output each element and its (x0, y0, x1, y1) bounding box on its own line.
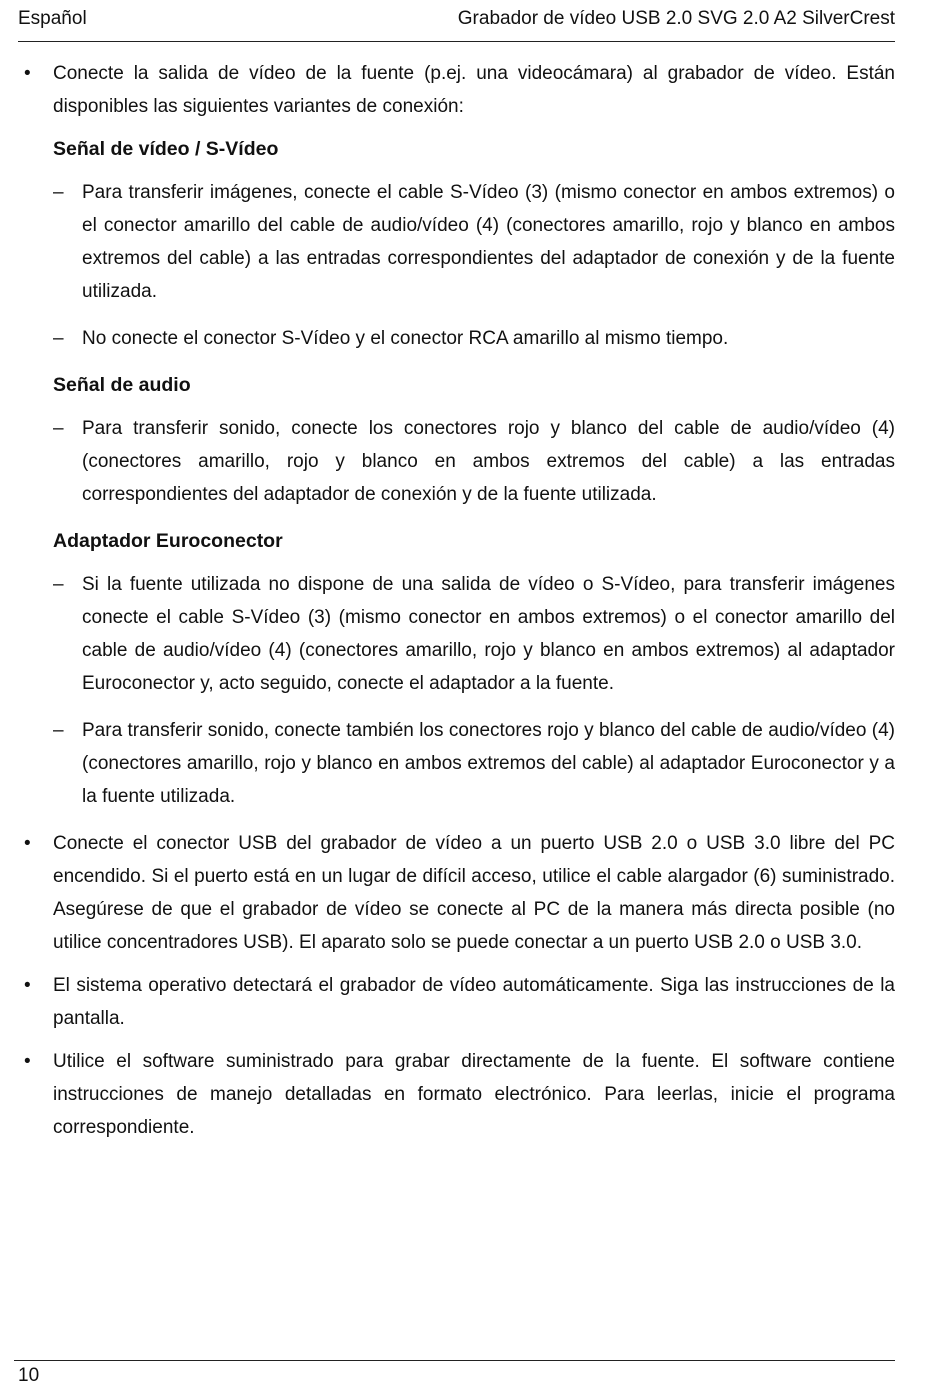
page-content (18, 57, 895, 1154)
bullet-marker: • (24, 975, 31, 996)
list-item-text: Para transferir imágenes, conecte el cable S-Vídeo (3) (mismo conector en ambos extremos) o el conector amarillo del cable de audio/vídeo (4) (conectores amarillo, rojo y blanco en ambos extremos del cable) a las entradas correspondientes del adaptador de conexión y de la fuente utilizada. (82, 182, 895, 302)
bullet-marker: • (24, 833, 31, 854)
intro-text: Conecte la salida de vídeo de la fuente (p.ej. una videocámara) al grabador de vídeo. Están disponibles las siguientes variantes de conexión: (53, 63, 895, 117)
list-item (18, 57, 895, 123)
list-item-text: No conecte el conector S-Vídeo y el conector RCA amarillo al mismo tiempo. (82, 328, 729, 349)
section-heading-video: Señal de vídeo / S-Vídeo (53, 138, 279, 160)
list-item (18, 969, 895, 1035)
page-number: 10 (18, 1365, 40, 1386)
list-item (18, 1045, 895, 1144)
dash-marker: – (53, 720, 64, 741)
footer-divider (14, 1360, 895, 1361)
list-item-text: El sistema operativo detectará el grabador de vídeo automáticamente. Siga las instrucciones de la pantalla. (53, 975, 895, 1029)
header-language: Español (18, 8, 87, 29)
header-title: Grabador de vídeo USB 2.0 SVG 2.0 A2 SilverCrest (457, 8, 895, 29)
page-header (18, 8, 895, 42)
section-heading-euroconector: Adaptador Euroconector (53, 530, 283, 552)
dash-marker: – (53, 328, 64, 349)
list-item-text: Si la fuente utilizada no dispone de una salida de vídeo o S-Vídeo, para transferir imágenes conecte el cable S-Vídeo (3) (mismo conector en ambos extremos) o el conector amarillo del cable de audio/vídeo (4) (conectores amarillo, rojo y blanco en ambos extremos) al adaptador Euroconector y, acto seguido, conecte el adaptador a la fuente. (82, 574, 895, 694)
list-item-text: Para transferir sonido, conecte también los conectores rojo y blanco del cable de audio/vídeo (4) (conectores amarillo, rojo y blanco en ambos extremos del cable) al adaptador Euroconector y a la fuente utilizada. (82, 720, 895, 807)
dash-marker: – (53, 182, 64, 203)
list-item-text: Utilice el software suministrado para grabar directamente de la fuente. El software contiene instrucciones de manejo detalladas en formato electrónico. Para leerlas, inicie el programa correspondiente. (53, 1051, 895, 1138)
list-item (18, 827, 895, 959)
list-item (18, 412, 895, 511)
list-item-text: Para transferir sonido, conecte los conectores rojo y blanco del cable de audio/vídeo (4) (conectores amarillo, rojo y blanco en ambos extremos del cable) a las entradas correspondientes del adaptador de conexión y de la fuente utilizada. (82, 418, 895, 505)
bullet-marker: • (24, 63, 31, 84)
list-item (18, 176, 895, 308)
list-item-text: Conecte el conector USB del grabador de vídeo a un puerto USB 2.0 o USB 3.0 libre del PC encendido. Si el puerto está en un lugar de difícil acceso, utilice el cable alargador (6) suministrado. Asegúrese de que el grabador de vídeo se conecte al PC de la manera más directa posible (no utilice concentradores USB). El aparato solo se puede conectar a un puerto USB 2.0 o USB 3.0. (53, 833, 895, 953)
list-item (18, 714, 895, 813)
list-item (18, 568, 895, 700)
list-item (18, 322, 895, 355)
bullet-marker: • (24, 1051, 31, 1072)
section-heading-audio: Señal de audio (53, 374, 191, 396)
dash-marker: – (53, 574, 64, 595)
dash-marker: – (53, 418, 64, 439)
